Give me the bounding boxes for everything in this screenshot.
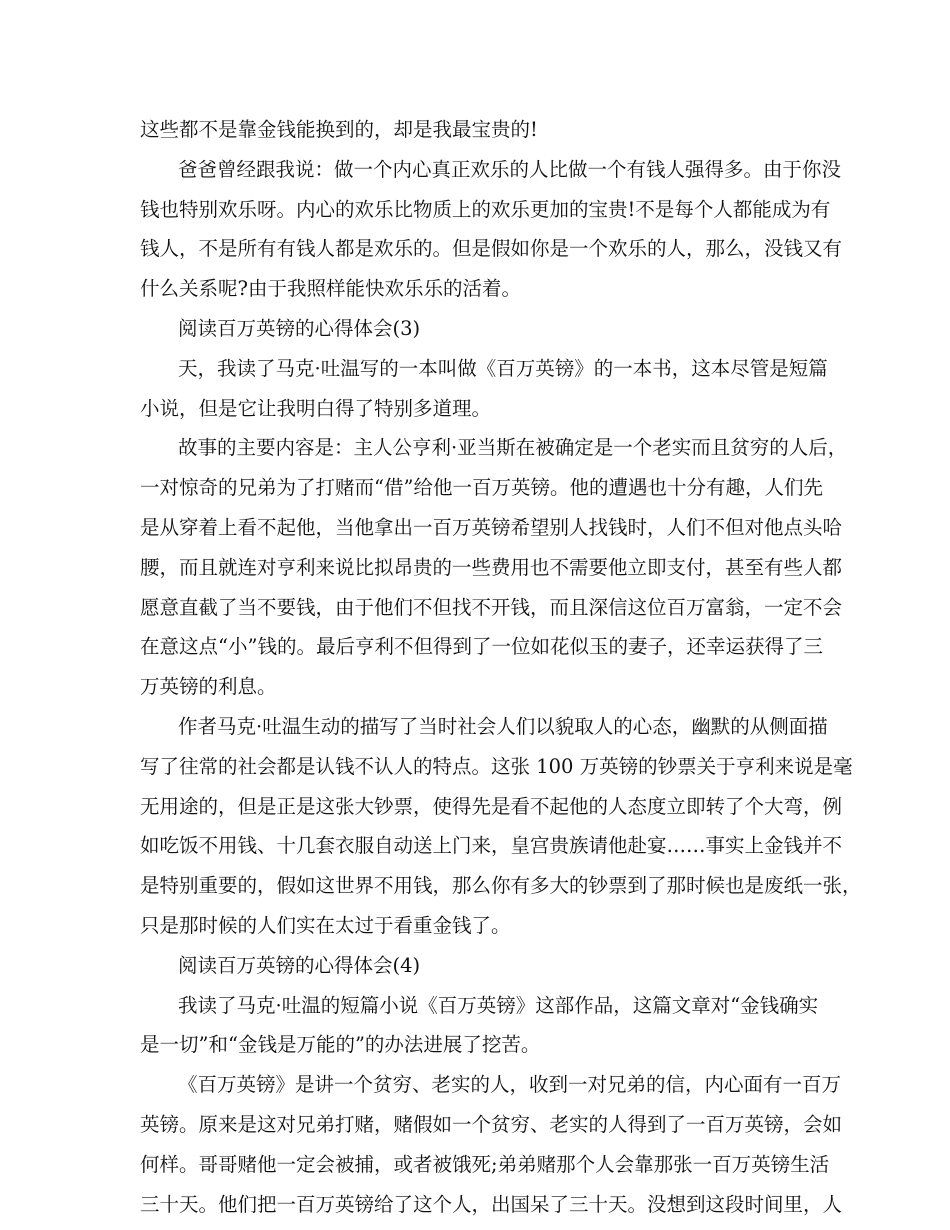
text-line: 一对惊奇的兄弟为了打赌而“借”给他一百万英镑。他的遭遇也十分有趣，人们先	[140, 476, 823, 500]
text-line: 万英镑的利息。	[140, 675, 277, 699]
text-line: 愿意直截了当不要钱，由于他们不但找不开钱，而且深信这位百万富翁，一定不会	[140, 595, 843, 619]
paragraph-line: 故事的主要内容是：主人公亨利·亚当斯在被确定是一个老实而且贫穷的人后，	[178, 436, 848, 460]
text-line: 只是那时候的人们实在太过于看重金钱了。	[140, 914, 511, 937]
text-line: 三十天。他们把一百万英镑给了这个人，出国呆了三十天。没想到这段时间里，人	[140, 1192, 843, 1216]
paragraph-line: 作者马克·吐温生动的描写了当时社会人们以貌取人的心态，幽默的从侧面描	[178, 715, 828, 738]
text-line: 小说，但是它让我明白得了特别多道理。	[140, 396, 492, 420]
text-line: 腰，而且就连对亨利来说比拟昂贵的一些费用也不需要他立即支付，甚至有些人都	[140, 555, 843, 579]
paragraph-line: 《百万英镑》是讲一个贫穷、老实的人，收到一对兄弟的信，内心面有一百万	[178, 1073, 842, 1097]
section-heading: 阅读百万英镑的心得体会(4)	[178, 953, 421, 977]
text-line: 钱人，不是所有有钱人都是欢乐的。但是假如你是一个欢乐的人，那么，没钱又有	[140, 237, 843, 261]
text-line: 是一切”和“金钱是万能的”的办法进展了挖苦。	[140, 1033, 541, 1057]
text-line: 如吃饭不用钱、十几套衣服自动送上门来，皇宫贵族请他赴宴……事实上金钱并不	[140, 834, 843, 858]
text-line: 是特别重要的，假如这世界不用钱，那么你有多大的钞票到了那时候也是废纸一张，	[140, 874, 862, 898]
text-line: 英镑。原来是这对兄弟打赌，赌假如一个贫穷、老实的人得到了一百万英镑，会如	[140, 1113, 843, 1136]
text-line: 写了往常的社会都是认钱不认人的特点。这张 100 万英镑的钞票关于亨利来说是毫	[140, 754, 853, 778]
paragraph-line: 天，我读了马克·吐温写的一本叫做《百万英镑》的一本书，这本尽管是短篇	[178, 356, 828, 380]
section-heading: 阅读百万英镑的心得体会(3)	[178, 317, 421, 340]
text-line: 什么关系呢?由于我照样能快欢乐乐的活着。	[140, 277, 521, 301]
paragraph-line: 我读了马克·吐温的短篇小说《百万英镑》这部作品，这篇文章对“金钱确实	[178, 993, 819, 1017]
text-line: 钱也特别欢乐呀。内心的欢乐比物质上的欢乐更加的宝贵!不是每个人都能成为有	[140, 197, 831, 221]
text-line: 何样。哥哥赌他一定会被捕，或者被饿死;弟弟赌那个人会靠那张一百万英镑生活	[140, 1152, 830, 1176]
text-line: 在意这点“小”钱的。最后亨利不但得到了一位如花似玉的妻子，还幸运获得了三	[140, 635, 823, 659]
text-line: 无用途的，但是正是这张大钞票，使得先是看不起他的人态度立即转了个大弯，例	[140, 794, 843, 818]
text-line: 是从穿着上看不起他，当他拿出一百万英镑希望别人找钱时，人们不但对他点头哈	[140, 516, 843, 539]
paragraph-line: 爸爸曾经跟我说：做一个内心真正欢乐的人比做一个有钱人强得多。由于你没	[178, 157, 842, 181]
text-line: 这些都不是靠金钱能换到的，却是我最宝贵的!	[140, 118, 538, 141]
